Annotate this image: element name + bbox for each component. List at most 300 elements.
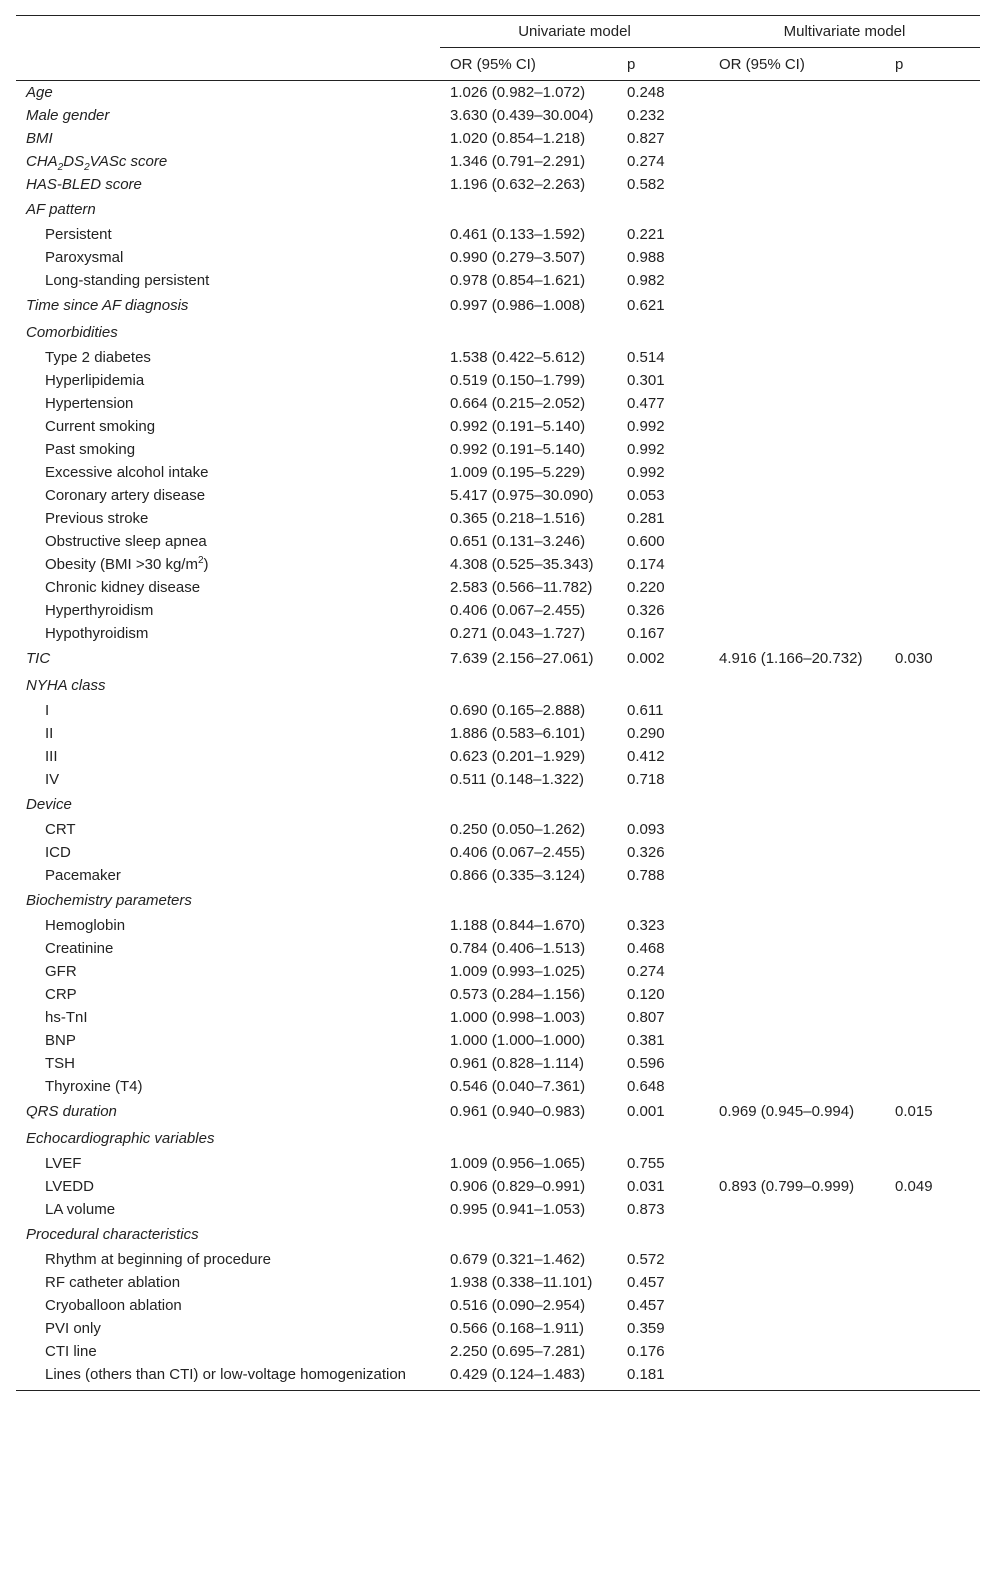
p-multivariate-cell: [895, 1340, 980, 1363]
row-label: CRP: [45, 986, 77, 1003]
row-label: TSH: [45, 1055, 75, 1072]
or-multivariate-cell: [709, 622, 895, 645]
or-multivariate-cell: 0.969 (0.945–0.994): [719, 1103, 855, 1120]
p-multivariate-cell: [895, 818, 980, 841]
p-univariate-cell: 0.457: [627, 1274, 665, 1291]
or-univariate-cell: 0.623 (0.201–1.929): [450, 748, 586, 765]
table-row: [16, 722, 980, 745]
p-univariate-cell: 0.326: [627, 844, 665, 861]
empty-cell: [895, 887, 980, 914]
header-univariate-group: Univariate model: [440, 16, 709, 48]
or-univariate-cell: 0.690 (0.165–2.888): [450, 702, 586, 719]
row-label: Paroxysmal: [45, 249, 124, 266]
or-univariate-cell: 2.250 (0.695–7.281): [450, 1343, 586, 1360]
table-row: [16, 1317, 980, 1340]
row-label: HAS-BLED score: [26, 176, 142, 193]
p-univariate-cell: 0.174: [627, 556, 665, 573]
p-univariate-cell: 0.381: [627, 1032, 665, 1049]
empty-cell: [627, 319, 709, 346]
table-row: [16, 246, 980, 269]
table-row: [16, 937, 980, 960]
section-row: [16, 1125, 980, 1152]
table-row: [16, 1052, 980, 1075]
p-univariate-cell: 0.290: [627, 725, 665, 742]
p-multivariate-cell: [895, 745, 980, 768]
p-multivariate-cell: 0.015: [895, 1103, 933, 1120]
empty-cell: [895, 1221, 980, 1248]
p-multivariate-cell: [895, 173, 980, 196]
row-label: LA volume: [45, 1201, 116, 1218]
empty-cell: [895, 672, 980, 699]
or-univariate-cell: 0.406 (0.067–2.455): [450, 844, 586, 861]
row-label: Type 2 diabetes: [45, 349, 151, 366]
or-univariate-cell: 1.009 (0.956–1.065): [450, 1155, 586, 1172]
table-row: [16, 1152, 980, 1175]
p-multivariate-cell: 0.030: [895, 650, 933, 667]
label-part: 2: [57, 162, 64, 173]
p-univariate-cell: 0.301: [627, 372, 665, 389]
empty-cell: [440, 1221, 627, 1248]
empty-cell: [895, 791, 980, 818]
empty-cell: [627, 1221, 709, 1248]
table-body: [16, 81, 980, 1391]
table-row: [16, 983, 980, 1006]
p-univariate-cell: 0.988: [627, 249, 665, 266]
p-univariate-cell: 0.093: [627, 821, 665, 838]
p-multivariate-cell: [895, 223, 980, 246]
p-multivariate-cell: [895, 768, 980, 791]
row-label: Past smoking: [45, 441, 136, 458]
p-univariate-cell: 0.718: [627, 771, 665, 788]
empty-cell: [895, 196, 980, 223]
table-row: [16, 415, 980, 438]
p-multivariate-cell: [895, 699, 980, 722]
p-univariate-cell: 0.596: [627, 1055, 665, 1072]
header-p-multivariate: p: [895, 48, 980, 81]
or-univariate-cell: 0.992 (0.191–5.140): [450, 418, 586, 435]
p-univariate-cell: 0.457: [627, 1297, 665, 1314]
or-univariate-cell: 0.679 (0.321–1.462): [450, 1251, 586, 1268]
p-multivariate-cell: [895, 1317, 980, 1340]
or-univariate-cell: 0.406 (0.067–2.455): [450, 602, 586, 619]
table-row: [16, 553, 980, 576]
p-univariate-cell: 0.221: [627, 226, 665, 243]
or-multivariate-cell: [709, 1340, 895, 1363]
p-multivariate-cell: [895, 722, 980, 745]
row-label: Current smoking: [45, 418, 156, 435]
p-univariate-cell: 0.992: [627, 464, 665, 481]
p-univariate-cell: 0.992: [627, 418, 665, 435]
or-univariate-cell: 1.346 (0.791–2.291): [450, 153, 586, 170]
or-multivariate-cell: [709, 415, 895, 438]
or-multivariate-cell: [709, 392, 895, 415]
p-multivariate-cell: [895, 622, 980, 645]
empty-cell: [440, 672, 627, 699]
empty-cell: [627, 887, 709, 914]
p-univariate-cell: 0.274: [627, 153, 665, 170]
row-label: Chronic kidney disease: [45, 579, 201, 596]
table-row: [16, 1198, 980, 1221]
table-row: [16, 768, 980, 791]
or-univariate-cell: 0.271 (0.043–1.727): [450, 625, 586, 642]
table-header: [16, 16, 980, 81]
header-blank: [16, 16, 440, 48]
or-univariate-cell: 1.020 (0.854–1.218): [450, 130, 586, 147]
or-univariate-cell: 0.566 (0.168–1.911): [450, 1320, 584, 1337]
p-multivariate-cell: 0.049: [895, 1178, 933, 1195]
p-multivariate-cell: [895, 1271, 980, 1294]
row-label: Biochemistry parameters: [26, 892, 192, 909]
row-label: III: [45, 748, 58, 765]
row-label: Thyroxine (T4): [45, 1078, 143, 1095]
p-multivariate-cell: [895, 864, 980, 887]
or-multivariate-cell: [709, 369, 895, 392]
header-or-multivariate: OR (95% CI): [709, 48, 895, 81]
p-univariate-cell: 0.167: [627, 625, 665, 642]
or-multivariate-cell: [709, 150, 895, 173]
or-multivariate-cell: 4.916 (1.166–20.732): [719, 650, 863, 667]
label-part: Obesity (BMI >30 kg/m: [45, 556, 198, 573]
table-row: [16, 530, 980, 553]
p-univariate-cell: 0.001: [627, 1103, 665, 1120]
empty-cell: [709, 319, 895, 346]
p-univariate-cell: 0.176: [627, 1343, 665, 1360]
row-label: Time since AF diagnosis: [26, 297, 189, 314]
table-row: [16, 645, 980, 672]
row-label: Male gender: [26, 107, 110, 124]
p-univariate-cell: 0.648: [627, 1078, 665, 1095]
p-univariate-cell: 0.582: [627, 176, 665, 193]
or-multivariate-cell: [709, 104, 895, 127]
row-label: Hemoglobin: [45, 917, 126, 934]
label-part: 2: [197, 555, 204, 566]
row-label: Lines (others than CTI) or low-voltage homogenization: [16, 1363, 440, 1391]
empty-cell: [709, 196, 895, 223]
or-univariate-cell: 7.639 (2.156–27.061): [450, 650, 594, 667]
p-multivariate-cell: [895, 507, 980, 530]
p-univariate-cell: 0.755: [627, 1155, 665, 1172]
p-multivariate-cell: [895, 346, 980, 369]
or-univariate-cell: 1.188 (0.844–1.670): [450, 917, 586, 934]
or-multivariate-cell: [709, 1317, 895, 1340]
row-label: Excessive alcohol intake: [45, 464, 209, 481]
row-label: Rhythm at beginning of procedure: [45, 1251, 271, 1268]
p-univariate-cell: 0.248: [627, 84, 665, 101]
table-row: [16, 1294, 980, 1317]
empty-cell: [440, 791, 627, 818]
p-univariate-cell: 0.514: [627, 349, 665, 366]
or-multivariate-cell: [709, 768, 895, 791]
p-univariate-cell: 0.232: [627, 107, 665, 124]
row-label: I: [45, 702, 50, 719]
table-row: [16, 1075, 980, 1098]
row-label: Obstructive sleep apnea: [45, 533, 207, 550]
or-univariate-cell: 1.026 (0.982–1.072): [450, 84, 586, 101]
p-multivariate-cell: [895, 1198, 980, 1221]
row-label: PVI only: [45, 1320, 101, 1337]
regression-table: [16, 15, 980, 1391]
table-row: [16, 1271, 980, 1294]
or-univariate-cell: 3.630 (0.439–30.004): [450, 107, 594, 124]
row-label: LVEDD: [45, 1178, 94, 1195]
row-label: RF catheter ablation: [45, 1274, 181, 1291]
or-multivariate-cell: [709, 1052, 895, 1075]
or-univariate-cell: 0.784 (0.406–1.513): [450, 940, 586, 957]
row-label: CRT: [45, 821, 76, 838]
label-part: VASc score: [89, 153, 168, 170]
empty-cell: [709, 791, 895, 818]
or-multivariate-cell: [709, 1248, 895, 1271]
table-row: [16, 864, 980, 887]
p-multivariate-cell: [895, 104, 980, 127]
p-multivariate-cell: [895, 841, 980, 864]
row-label: BMI: [26, 130, 53, 147]
or-multivariate-cell: [709, 127, 895, 150]
or-univariate-cell: 1.000 (0.998–1.003): [450, 1009, 586, 1026]
p-multivariate-cell: [895, 461, 980, 484]
p-multivariate-cell: [895, 369, 980, 392]
or-multivariate-cell: [709, 438, 895, 461]
table-row: [16, 369, 980, 392]
table-row: [16, 346, 980, 369]
p-univariate-cell: 0.611: [627, 702, 664, 719]
row-label: Hyperthyroidism: [45, 602, 154, 619]
or-multivariate-cell: [709, 576, 895, 599]
p-univariate-cell: 0.412: [627, 748, 665, 765]
table-row: [16, 507, 980, 530]
empty-cell: [709, 1221, 895, 1248]
or-multivariate-cell: [709, 1075, 895, 1098]
p-multivariate-cell: [895, 150, 980, 173]
section-row: [16, 196, 980, 223]
row-label: Hyperlipidemia: [45, 372, 145, 389]
or-multivariate-cell: [709, 461, 895, 484]
row-label: Age: [26, 84, 53, 101]
table-row: [16, 1006, 980, 1029]
p-multivariate-cell: [895, 960, 980, 983]
or-multivariate-cell: [709, 841, 895, 864]
or-multivariate-cell: [709, 722, 895, 745]
p-multivariate-cell: [895, 127, 980, 150]
p-univariate-cell: 0.120: [627, 986, 665, 1003]
row-label: BNP: [45, 1032, 76, 1049]
or-univariate-cell: 1.009 (0.195–5.229): [450, 464, 586, 481]
or-multivariate-cell: [709, 599, 895, 622]
p-univariate-cell: 0.600: [627, 533, 665, 550]
row-label: Device: [26, 796, 72, 813]
or-univariate-cell: 0.511 (0.148–1.322): [450, 771, 584, 788]
p-univariate-cell: 0.031: [627, 1178, 665, 1195]
or-univariate-cell: 1.009 (0.993–1.025): [450, 963, 586, 980]
label-part: ): [203, 556, 209, 573]
or-multivariate-cell: [709, 983, 895, 1006]
table-row: [16, 292, 980, 319]
or-multivariate-cell: 0.893 (0.799–0.999): [719, 1178, 855, 1195]
p-multivariate-cell: [895, 1363, 980, 1391]
or-univariate-cell: 0.365 (0.218–1.516): [450, 510, 586, 527]
row-label: NYHA class: [26, 677, 106, 694]
p-multivariate-cell: [895, 1029, 980, 1052]
row-label: AF pattern: [26, 201, 96, 218]
or-univariate-cell: 1.938 (0.338–11.101): [450, 1274, 593, 1291]
or-univariate-cell: 0.429 (0.124–1.483): [440, 1363, 627, 1391]
or-univariate-cell: 0.961 (0.828–1.114): [450, 1055, 584, 1072]
section-row: [16, 887, 980, 914]
row-label: TIC: [26, 650, 51, 667]
or-multivariate-cell: [709, 1271, 895, 1294]
p-univariate-cell: 0.873: [627, 1201, 665, 1218]
or-multivariate-cell: [709, 530, 895, 553]
p-univariate-cell: 0.002: [627, 650, 665, 667]
p-univariate-cell: 0.621: [627, 297, 665, 314]
table-row: [16, 484, 980, 507]
table-row: [16, 914, 980, 937]
or-multivariate-cell: [709, 818, 895, 841]
or-multivariate-cell: [709, 484, 895, 507]
table-row: [16, 150, 980, 173]
empty-cell: [627, 672, 709, 699]
p-multivariate-cell: [895, 484, 980, 507]
or-multivariate-cell: [709, 1198, 895, 1221]
empty-cell: [627, 791, 709, 818]
table-row: [16, 392, 980, 415]
row-label: GFR: [45, 963, 77, 980]
p-multivariate-cell: [895, 438, 980, 461]
table-row: [16, 1248, 980, 1271]
empty-cell: [895, 1125, 980, 1152]
or-univariate-cell: 0.992 (0.191–5.140): [450, 441, 586, 458]
row-label: [16, 553, 440, 576]
empty-cell: [895, 319, 980, 346]
p-multivariate-cell: [895, 246, 980, 269]
or-univariate-cell: 0.461 (0.133–1.592): [450, 226, 586, 243]
row-label: Pacemaker: [45, 867, 121, 884]
or-univariate-cell: 0.961 (0.940–0.983): [450, 1103, 586, 1120]
table-row: [16, 81, 980, 105]
p-multivariate-cell: [895, 269, 980, 292]
table-row: [16, 699, 980, 722]
table-row: [16, 960, 980, 983]
p-univariate-cell: 0.982: [627, 272, 665, 289]
label-part: DS: [63, 153, 85, 170]
or-univariate-cell: 5.417 (0.975–30.090): [450, 487, 594, 504]
or-univariate-cell: 0.250 (0.050–1.262): [450, 821, 586, 838]
p-univariate-cell: 0.477: [627, 395, 665, 412]
p-univariate-cell: 0.572: [627, 1251, 665, 1268]
p-multivariate-cell: [895, 81, 980, 105]
p-multivariate-cell: [895, 415, 980, 438]
row-label: LVEF: [45, 1155, 82, 1172]
row-label: Comorbidities: [26, 324, 118, 341]
or-multivariate-cell: [709, 173, 895, 196]
empty-cell: [709, 1125, 895, 1152]
p-univariate-cell: 0.220: [627, 579, 665, 596]
empty-cell: [440, 887, 627, 914]
row-label: ICD: [45, 844, 71, 861]
p-multivariate-cell: [895, 1248, 980, 1271]
or-univariate-cell: 0.866 (0.335–3.124): [450, 867, 586, 884]
p-multivariate-cell: [895, 599, 980, 622]
table-row: [16, 269, 980, 292]
p-univariate-cell: 0.053: [627, 487, 665, 504]
or-univariate-cell: 0.978 (0.854–1.621): [450, 272, 586, 289]
p-univariate-cell: 0.788: [627, 867, 665, 884]
row-label: Procedural characteristics: [26, 1226, 199, 1243]
header-multivariate-group: Multivariate model: [709, 16, 980, 48]
row-label: Creatinine: [45, 940, 114, 957]
or-multivariate-cell: [709, 81, 895, 105]
table-row: [16, 127, 980, 150]
header-variable: [16, 48, 440, 81]
or-univariate-cell: 0.651 (0.131–3.246): [450, 533, 586, 550]
row-label: Cryoballoon ablation: [45, 1297, 182, 1314]
or-univariate-cell: 4.308 (0.525–35.343): [450, 556, 594, 573]
p-multivariate-cell: [895, 576, 980, 599]
p-multivariate-cell: [895, 1006, 980, 1029]
or-multivariate-cell: [709, 346, 895, 369]
row-label: Long-standing persistent: [45, 272, 210, 289]
or-multivariate-cell: [709, 507, 895, 530]
or-multivariate-cell: [709, 223, 895, 246]
or-multivariate-cell: [709, 1152, 895, 1175]
p-univariate-cell: 0.326: [627, 602, 665, 619]
or-multivariate-cell: [709, 1006, 895, 1029]
table-row: [16, 576, 980, 599]
row-label: CTI line: [45, 1343, 97, 1360]
p-multivariate-cell: [895, 1294, 980, 1317]
row-label: [16, 150, 440, 173]
section-row: [16, 319, 980, 346]
p-multivariate-cell: [895, 983, 980, 1006]
table-row: [16, 1340, 980, 1363]
empty-cell: [440, 319, 627, 346]
p-multivariate-cell: [895, 292, 980, 319]
or-multivariate-cell: [709, 745, 895, 768]
label-part: 2: [84, 162, 90, 173]
or-multivariate-cell: [709, 1363, 895, 1391]
row-label: Hypothyroidism: [45, 625, 149, 642]
p-univariate-cell: 0.468: [627, 940, 665, 957]
or-univariate-cell: 0.990 (0.279–3.507): [450, 249, 586, 266]
or-multivariate-cell: [709, 864, 895, 887]
or-univariate-cell: 0.573 (0.284–1.156): [450, 986, 586, 1003]
or-univariate-cell: 0.995 (0.941–1.053): [450, 1201, 586, 1218]
table-row: [16, 438, 980, 461]
or-multivariate-cell: [709, 1294, 895, 1317]
or-multivariate-cell: [709, 292, 895, 319]
or-univariate-cell: 1.196 (0.632–2.263): [450, 176, 586, 193]
p-multivariate-cell: [895, 914, 980, 937]
empty-cell: [709, 672, 895, 699]
header-p-univariate: p: [627, 48, 709, 81]
or-univariate-cell: 0.906 (0.829–0.991): [450, 1178, 586, 1195]
row-label: Hypertension: [45, 395, 134, 412]
table-row: [16, 841, 980, 864]
p-multivariate-cell: [895, 1075, 980, 1098]
p-univariate-cell: 0.807: [627, 1009, 665, 1026]
table-row: [16, 461, 980, 484]
or-univariate-cell: 1.538 (0.422–5.612): [450, 349, 586, 366]
or-multivariate-cell: [709, 269, 895, 292]
or-multivariate-cell: [709, 960, 895, 983]
table-row: [16, 745, 980, 768]
label-part: CHA: [26, 153, 58, 170]
row-label: Persistent: [45, 226, 112, 243]
empty-cell: [627, 196, 709, 223]
p-univariate-cell: 0.181: [627, 1363, 709, 1391]
or-univariate-cell: 0.519 (0.150–1.799): [450, 372, 586, 389]
section-row: [16, 672, 980, 699]
